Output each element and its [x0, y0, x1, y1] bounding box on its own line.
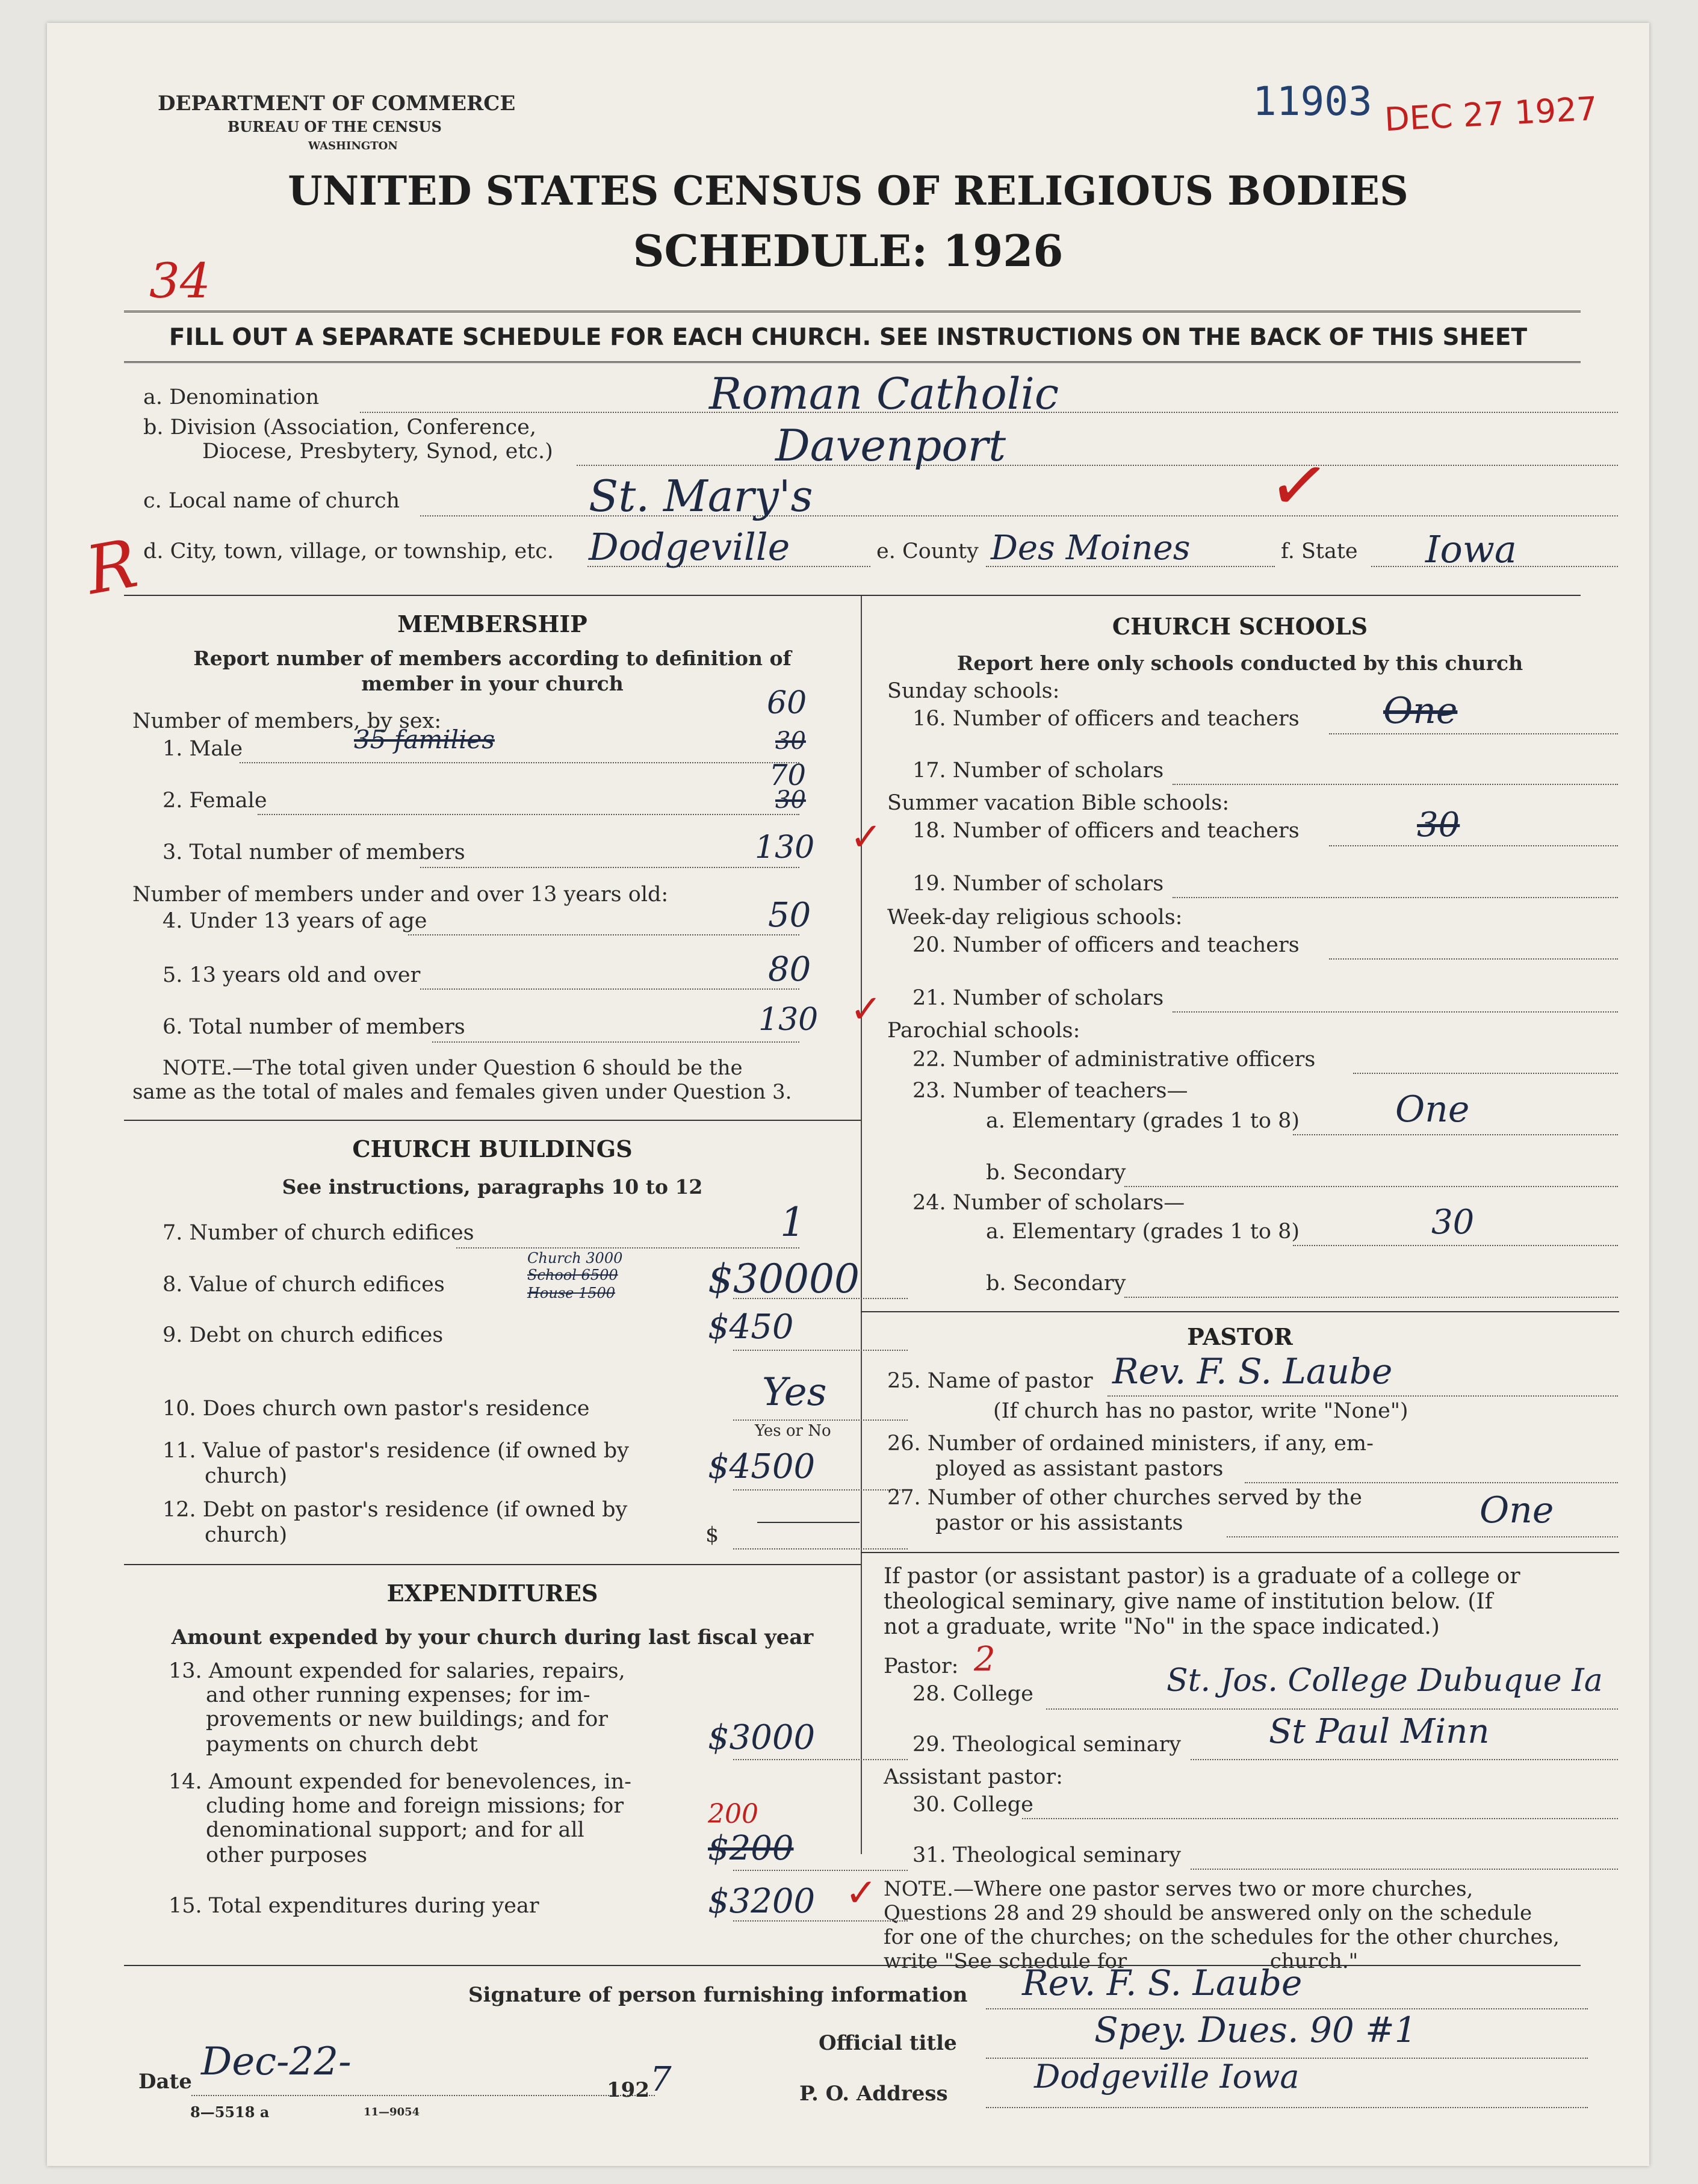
- city-value[interactable]: Dodgeville: [589, 525, 790, 569]
- residence-debt-line: [733, 1548, 908, 1550]
- assistant-ministers-label-1: 26. Number of ordained ministers, if any, em-: [887, 1432, 1374, 1456]
- weekday-officers-label: 20. Number of officers and teachers: [913, 933, 1300, 957]
- expenditures-subtitle: Amount expended by your church during last fiscal year: [171, 1625, 814, 1649]
- male-families-note: 35 families: [354, 725, 495, 754]
- sunday-scholars-label: 17. Number of scholars: [913, 759, 1164, 783]
- pastor-rule: [861, 1552, 1619, 1553]
- residence-debt-value[interactable]: $: [705, 1523, 719, 1547]
- form-schedule-year: SCHEDULE: 1926: [633, 225, 1064, 276]
- expenditures-heading: EXPENDITURES: [386, 1580, 598, 1607]
- residence-value-label-2: church): [205, 1464, 288, 1488]
- total-members-value[interactable]: 130: [755, 830, 815, 866]
- female-label: 2. Female: [163, 789, 267, 813]
- edifices-value-label: 8. Value of church edifices: [163, 1273, 445, 1297]
- weekday-schools-heading: Week-day religious schools:: [887, 905, 1183, 929]
- assistant-college-line: [1022, 1818, 1618, 1819]
- parochial-teachers-label: 23. Number of teachers—: [913, 1079, 1188, 1103]
- local-name-value[interactable]: St. Mary's: [589, 471, 813, 521]
- total-members-check: ✓: [850, 815, 882, 860]
- edifices-note-school: School 6500: [527, 1267, 618, 1283]
- pastor-college-value[interactable]: St. Jos. College Dubuque Ia: [1167, 1663, 1603, 1699]
- male-struck-value: 30: [775, 727, 806, 755]
- weekday-officers-line: [1329, 958, 1618, 960]
- membership-rule: [124, 1120, 861, 1121]
- schools-heading: CHURCH SCHOOLS: [1112, 613, 1368, 640]
- date-year-digit[interactable]: 7: [650, 2060, 672, 2099]
- female-struck-value: 30: [775, 786, 806, 814]
- membership-subtitle-2: member in your church: [361, 672, 624, 695]
- received-date-stamp: DEC 27 1927: [1383, 89, 1599, 139]
- benevolences-correction: 200: [708, 1799, 758, 1829]
- weekday-scholars-line: [1173, 1011, 1618, 1013]
- graduate-instruction-1: If pastor (or assistant pastor) is a graduate of a college or: [884, 1564, 1520, 1589]
- sunday-scholars-line: [1173, 784, 1618, 785]
- division-label-1: b. Division (Association, Conference,: [143, 415, 536, 439]
- sunday-officers-line: [1329, 733, 1618, 734]
- residence-value-label-1: 11. Value of pastor's residence (if owned by: [163, 1439, 629, 1463]
- po-address-line: [986, 2107, 1588, 2108]
- total-members-2-line: [432, 1041, 799, 1043]
- summer-officers-label: 18. Number of officers and teachers: [913, 819, 1300, 843]
- denomination-label: a. Denomination: [143, 385, 320, 409]
- pastor-note-2: Questions 28 and 29 should be answered only on the schedule: [884, 1901, 1532, 1925]
- pastor-seminary-label: 29. Theological seminary: [913, 1733, 1182, 1757]
- residence-owned-value[interactable]: Yes: [762, 1370, 827, 1415]
- bureau-name: BUREAU OF THE CENSUS: [228, 118, 442, 135]
- under-13-label: 4. Under 13 years of age: [163, 909, 427, 933]
- total-members-2-value[interactable]: 130: [758, 1002, 819, 1038]
- scholars-elementary-line: [1293, 1245, 1618, 1246]
- running-expenses-value[interactable]: $3000: [708, 1718, 816, 1757]
- total-members-2-label: 6. Total number of members: [163, 1015, 465, 1039]
- census-schedule-sheet: [47, 23, 1649, 2166]
- signature-label: Signature of person furnishing information: [468, 1983, 968, 2007]
- pastor-college-line: [1046, 1708, 1618, 1710]
- teachers-secondary-line: [1124, 1186, 1618, 1187]
- column-divider: [861, 596, 862, 1854]
- running-expenses-label-4: payments on church debt: [206, 1733, 478, 1757]
- membership-heading: MEMBERSHIP: [397, 610, 587, 638]
- members-by-sex-label: Number of members, by sex:: [132, 709, 442, 733]
- teachers-elementary-value[interactable]: One: [1395, 1088, 1470, 1131]
- scholars-secondary-label: b. Secondary: [986, 1271, 1126, 1295]
- residence-owned-line: [733, 1419, 908, 1421]
- sunday-officers-value[interactable]: One: [1383, 690, 1458, 732]
- summer-schools-heading: Summer vacation Bible schools:: [887, 791, 1230, 815]
- denomination-value[interactable]: Roman Catholic: [709, 368, 1059, 419]
- margin-number: 34: [149, 253, 211, 309]
- assistant-seminary-line: [1191, 1869, 1618, 1870]
- sunday-officers-label: 16. Number of officers and teachers: [913, 707, 1300, 731]
- under-13-value[interactable]: 50: [768, 896, 811, 935]
- membership-note-2: same as the total of males and females given under Question 3.: [132, 1080, 792, 1104]
- footer-rule: [124, 1965, 1581, 1966]
- official-title-label: Official title: [819, 2031, 957, 2055]
- over-13-label: 5. 13 years old and over: [163, 963, 421, 987]
- scholars-secondary-line: [1124, 1297, 1618, 1298]
- residence-debt-dash: [757, 1522, 860, 1523]
- pastor-note-4: write "See schedule for church.": [884, 1949, 1359, 1973]
- po-address-value[interactable]: Dodgeville Iowa: [1034, 2058, 1300, 2096]
- division-label-2: Diocese, Presbytery, Synod, etc.): [202, 439, 553, 464]
- other-churches-line: [1227, 1536, 1618, 1537]
- under-13-line: [408, 934, 799, 935]
- total-members-line: [420, 867, 799, 868]
- pastor-name-value[interactable]: Rev. F. S. Laube: [1112, 1351, 1393, 1392]
- membership-subtitle-1: Report number of members according to definition of: [193, 647, 792, 670]
- male-line: [240, 762, 799, 763]
- graduate-instruction-3: not a graduate, write "No" in the space indicated.): [884, 1615, 1440, 1639]
- residence-debt-label-1: 12. Debt on pastor's residence (if owned by: [163, 1498, 628, 1522]
- benevolences-value[interactable]: $200: [708, 1829, 794, 1868]
- parochial-schools-heading: Parochial schools:: [887, 1019, 1080, 1043]
- running-expenses-label-1: 13. Amount expended for salaries, repairs,: [169, 1659, 625, 1683]
- over-13-line: [420, 988, 799, 990]
- benevolences-label-2: cluding home and foreign missions; for: [206, 1794, 624, 1818]
- schools-subtitle: Report here only schools conducted by this church: [956, 651, 1523, 675]
- summer-scholars-label: 19. Number of scholars: [913, 872, 1164, 896]
- edifices-value-value[interactable]: $30000: [708, 1256, 860, 1302]
- female-line: [258, 814, 799, 815]
- margin-letter: R: [80, 524, 143, 610]
- benevolences-label-4: other purposes: [206, 1843, 368, 1867]
- parochial-admin-line: [1353, 1073, 1618, 1074]
- print-number: 11—9054: [364, 2106, 420, 2118]
- edifices-note-church: Church 3000: [527, 1250, 623, 1267]
- department-name: DEPARTMENT OF COMMERCE: [158, 92, 516, 116]
- total-expenditures-value[interactable]: $3200: [708, 1882, 816, 1921]
- edifices-count-value[interactable]: 1: [780, 1199, 805, 1246]
- residence-owned-label: 10. Does church own pastor's residence: [163, 1397, 590, 1421]
- total-members-label: 3. Total number of members: [163, 840, 465, 864]
- running-expenses-label-3: provements or new buildings; and for: [206, 1707, 609, 1731]
- total-expenditures-check: ✓: [845, 1871, 878, 1916]
- sunday-schools-heading: Sunday schools:: [887, 679, 1060, 703]
- membership-note-1: NOTE.—The total given under Question 6 should be the: [163, 1056, 743, 1080]
- check-mark: ✓: [1263, 440, 1335, 532]
- serial-number: 11903: [1253, 78, 1372, 125]
- official-title-value[interactable]: Spey. Dues. 90 #1: [1094, 2009, 1417, 2050]
- weekday-scholars-label: 21. Number of scholars: [913, 986, 1164, 1010]
- county-value[interactable]: Des Moines: [991, 529, 1191, 568]
- division-value[interactable]: Davenport: [775, 420, 1006, 471]
- bureau-city: WASHINGTON: [308, 140, 398, 152]
- total-expenditures-label: 15. Total expenditures during year: [169, 1894, 539, 1918]
- pastor-note-1: NOTE.—Where one pastor serves two or more churches,: [884, 1877, 1473, 1901]
- header-rule-top: [124, 311, 1581, 312]
- pastor-heading: PASTOR: [1187, 1323, 1293, 1350]
- pastor-college-label: 28. College: [913, 1682, 1033, 1706]
- buildings-heading: CHURCH BUILDINGS: [352, 1135, 633, 1162]
- teachers-secondary-label: b. Secondary: [986, 1161, 1126, 1185]
- teachers-elementary-line: [1293, 1134, 1618, 1135]
- city-label: d. City, town, village, or township, etc.: [143, 539, 554, 563]
- county-label: e. County: [876, 539, 979, 563]
- age-heading: Number of members under and over 13 years old:: [132, 883, 669, 907]
- edifices-debt-label: 9. Debt on church edifices: [163, 1323, 444, 1347]
- edifices-debt-value[interactable]: $450: [708, 1308, 794, 1347]
- pastor-seminary-value[interactable]: St Paul Minn: [1269, 1712, 1490, 1751]
- parochial-admin-label: 22. Number of administrative officers: [913, 1047, 1316, 1072]
- edifices-count-line: [456, 1247, 799, 1249]
- scholars-elementary-value[interactable]: 30: [1431, 1203, 1475, 1242]
- assistant-ministers-line: [1245, 1482, 1618, 1483]
- assistant-college-label: 30. College: [913, 1793, 1033, 1817]
- buildings-subtitle: See instructions, paragraphs 10 to 12: [282, 1175, 703, 1199]
- benevolences-line: [733, 1870, 908, 1871]
- other-churches-label-2: pastor or his assistants: [935, 1511, 1183, 1535]
- header-rule-bottom: [124, 361, 1581, 363]
- state-label: f. State: [1281, 539, 1358, 563]
- section-rule-top: [124, 595, 1581, 596]
- residence-value-line: [733, 1489, 908, 1491]
- residence-owned-hint: Yes or No: [755, 1422, 831, 1440]
- pastor-seminary-line: [1191, 1759, 1618, 1760]
- male-label: 1. Male: [163, 737, 243, 761]
- schools-rule: [861, 1311, 1619, 1312]
- assistant-ministers-label-2: ployed as assistant pastors: [935, 1457, 1224, 1481]
- edifices-note-house: House 1500: [527, 1285, 616, 1301]
- pastor-name-note: (If church has no pastor, write "None"): [993, 1399, 1408, 1423]
- summer-scholars-line: [1173, 897, 1618, 898]
- pastor-name-label: 25. Name of pastor: [887, 1369, 1093, 1393]
- parochial-scholars-label: 24. Number of scholars—: [913, 1191, 1185, 1215]
- date-year-prefix: 192: [607, 2078, 649, 2102]
- benevolences-label-1: 14. Amount expended for benevolences, in-: [169, 1770, 631, 1794]
- scholars-elementary-label: a. Elementary (grades 1 to 8): [986, 1220, 1300, 1244]
- residence-debt-label-2: church): [205, 1523, 288, 1547]
- other-churches-label-1: 27. Number of other churches served by the: [887, 1486, 1362, 1510]
- assistant-seminary-label: 31. Theological seminary: [913, 1843, 1182, 1867]
- benevolences-label-3: denominational support; and for all: [206, 1818, 584, 1842]
- teachers-elementary-label: a. Elementary (grades 1 to 8): [986, 1109, 1300, 1133]
- female-value[interactable]: 70: [769, 759, 807, 792]
- pastor-college-heading: Pastor:: [884, 1654, 959, 1678]
- male-value[interactable]: 60: [767, 685, 807, 721]
- pastor-note-3: for one of the churches; on the schedules for the other churches,: [884, 1925, 1560, 1949]
- date-value[interactable]: Dec-22-: [201, 2040, 352, 2084]
- pastor-mark: 2: [974, 1640, 996, 1679]
- date-label: Date: [138, 2070, 192, 2094]
- instruction-banner: FILL OUT A SEPARATE SCHEDULE FOR EACH CHURCH. SEE INSTRUCTIONS ON THE BACK OF THIS SHEET: [169, 324, 1528, 351]
- signature-value[interactable]: Rev. F. S. Laube: [1022, 1962, 1303, 2003]
- assistant-pastor-heading: Assistant pastor:: [884, 1765, 1063, 1789]
- form-number: 8—5518 a: [190, 2103, 270, 2121]
- total-members-2-check: ✓: [850, 987, 882, 1032]
- po-address-label: P. O. Address: [799, 2082, 948, 2106]
- division-line: [577, 465, 1618, 466]
- edifices-count-label: 7. Number of church edifices: [163, 1221, 474, 1245]
- summer-officers-line: [1329, 845, 1618, 846]
- other-churches-value[interactable]: One: [1480, 1489, 1554, 1531]
- pastor-name-line: [1108, 1395, 1618, 1397]
- graduate-instruction-2: theological seminary, give name of institution below. (If: [884, 1589, 1493, 1614]
- date-line: [191, 2095, 655, 2096]
- running-expenses-line: [733, 1759, 908, 1760]
- running-expenses-label-2: and other running expenses; for im-: [206, 1683, 590, 1707]
- buildings-rule: [124, 1564, 861, 1565]
- residence-value-value[interactable]: $4500: [708, 1447, 816, 1486]
- state-value[interactable]: Iowa: [1425, 527, 1517, 571]
- over-13-value[interactable]: 80: [768, 950, 811, 989]
- form-title: UNITED STATES CENSUS OF RELIGIOUS BODIES: [288, 167, 1408, 214]
- local-name-label: c. Local name of church: [143, 489, 400, 513]
- summer-officers-value[interactable]: 30: [1417, 805, 1460, 845]
